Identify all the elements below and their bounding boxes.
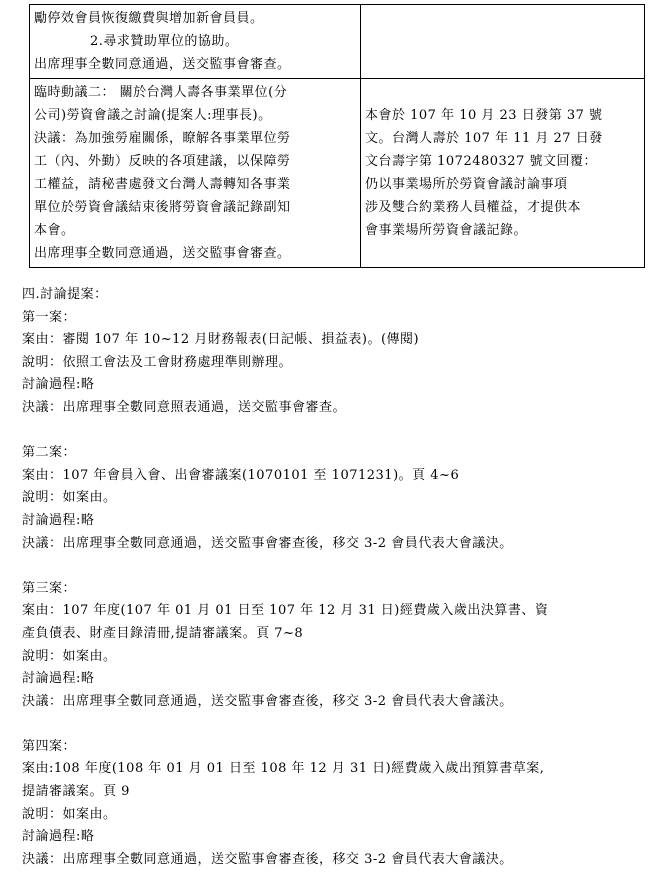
case-line: 提請審議案。頁 9: [22, 784, 130, 800]
case-line: 案由：107 年度(107 年 01 月 01 日至 107 年 12 月 31 日)經費歲入歲出決算書、資: [22, 603, 549, 619]
case-line: 產負債表、財產目錄清冊,提請審議案。頁 7~8: [22, 625, 304, 641]
case-line: 說明：如案由。: [22, 490, 117, 506]
case-line: 案由：審閱 107 年 10~12 月財務報表(日記帳、損益表)。(傳閱): [22, 332, 420, 348]
cell-line: 決議：為加強勞雇關係，瞭解各事業單位勞: [34, 131, 291, 146]
table-cell-left: [30, 79, 361, 268]
case-title: 第四案：: [22, 738, 77, 754]
case-title: 第一案：: [22, 309, 77, 325]
case-title: 第二案：: [22, 445, 77, 461]
spacer: [22, 420, 642, 443]
discussion-section: [22, 284, 642, 871]
case-line: 討論過程:略: [22, 377, 95, 393]
table-row-2: [30, 79, 645, 268]
cell-line: 工權益，請秘書處發文台灣人壽轉知各事業: [34, 177, 291, 192]
cell-line: 本會。: [34, 223, 75, 238]
cell-line: 本會於 107 年 10 月 23 日發第 37 號: [365, 108, 603, 123]
minutes-table: [29, 4, 645, 268]
case-line: 討論過程:略: [22, 671, 95, 687]
cell-line: 文。台灣人壽於 107 年 11 月 27 日發: [365, 131, 603, 146]
case-line: 案由：107 年會員入會、出會審議案(1070101 至 1071231)。頁 4~6: [22, 467, 460, 483]
spacer: [22, 555, 642, 578]
cell-line: 2.尋求贊助單位的協助。: [90, 34, 239, 49]
case-line: 討論過程:略: [22, 512, 95, 528]
cell-line: 涉及雙合約業務人員權益，才提供本: [365, 200, 582, 215]
case-line: 決議：出席理事全數同意照表通過，送交監事會審查。: [22, 399, 347, 415]
cell-line: 會事業場所勞資會議記錄。: [365, 223, 528, 238]
cell-line: 勵停效會員恢復繳費與增加新會員員。: [34, 11, 264, 26]
table-cell-left: [30, 5, 361, 79]
case-line: 決議：出席理事全數同意通過，送交監事會審查後，移交 3-2 會員代表大會議決。: [22, 693, 513, 709]
table-row-1: [30, 5, 645, 79]
case-line: 案由:108 年度(108 年 01 月 01 日至 108 年 12 月 31 日)經費歲入歲出預算書草案,: [22, 761, 545, 777]
cell-line: 文台壽字第 1072480327 號文回覆：: [365, 154, 597, 169]
case-line: 說明：依照工會法及工會財務處理準則辦理。: [22, 354, 293, 370]
case-line: 說明：如案由。: [22, 806, 117, 822]
spacer: [22, 713, 642, 736]
cell-line: 公司)勞資會議之討論(提案人:理事長)。: [34, 108, 272, 123]
case-line: 討論過程:略: [22, 829, 95, 845]
cell-line: 單位於勞資會議結束後將勞資會議記錄副知: [34, 200, 291, 215]
case-line: 說明：如案由。: [22, 648, 117, 664]
cell-line: 仍以事業場所於勞資會議討論事項: [365, 177, 568, 192]
cell-line: 出席理事全數同意通過，送交監事會審查。: [34, 57, 291, 72]
section-title: 四.討論提案：: [22, 287, 108, 302]
table-cell-right: [361, 79, 645, 268]
cell-line: 臨時動議二： 關於台灣人壽各事業單位(分: [34, 85, 288, 100]
cell-line: 工（內、外勤）反映的各項建議，以保障勞: [34, 154, 291, 169]
case-line: 決議：出席理事全數同意通過，送交監事會審查後，移交 3-2 會員代表大會議決。: [22, 851, 513, 867]
case-title: 第三案：: [22, 580, 77, 596]
table-cell-right: [361, 5, 645, 79]
case-line: 決議：出席理事全數同意通過，送交監事會審查後，移交 3-2 會員代表大會議決。: [22, 535, 513, 551]
cell-line: 出席理事全數同意通過，送交監事會審查。: [34, 246, 291, 261]
